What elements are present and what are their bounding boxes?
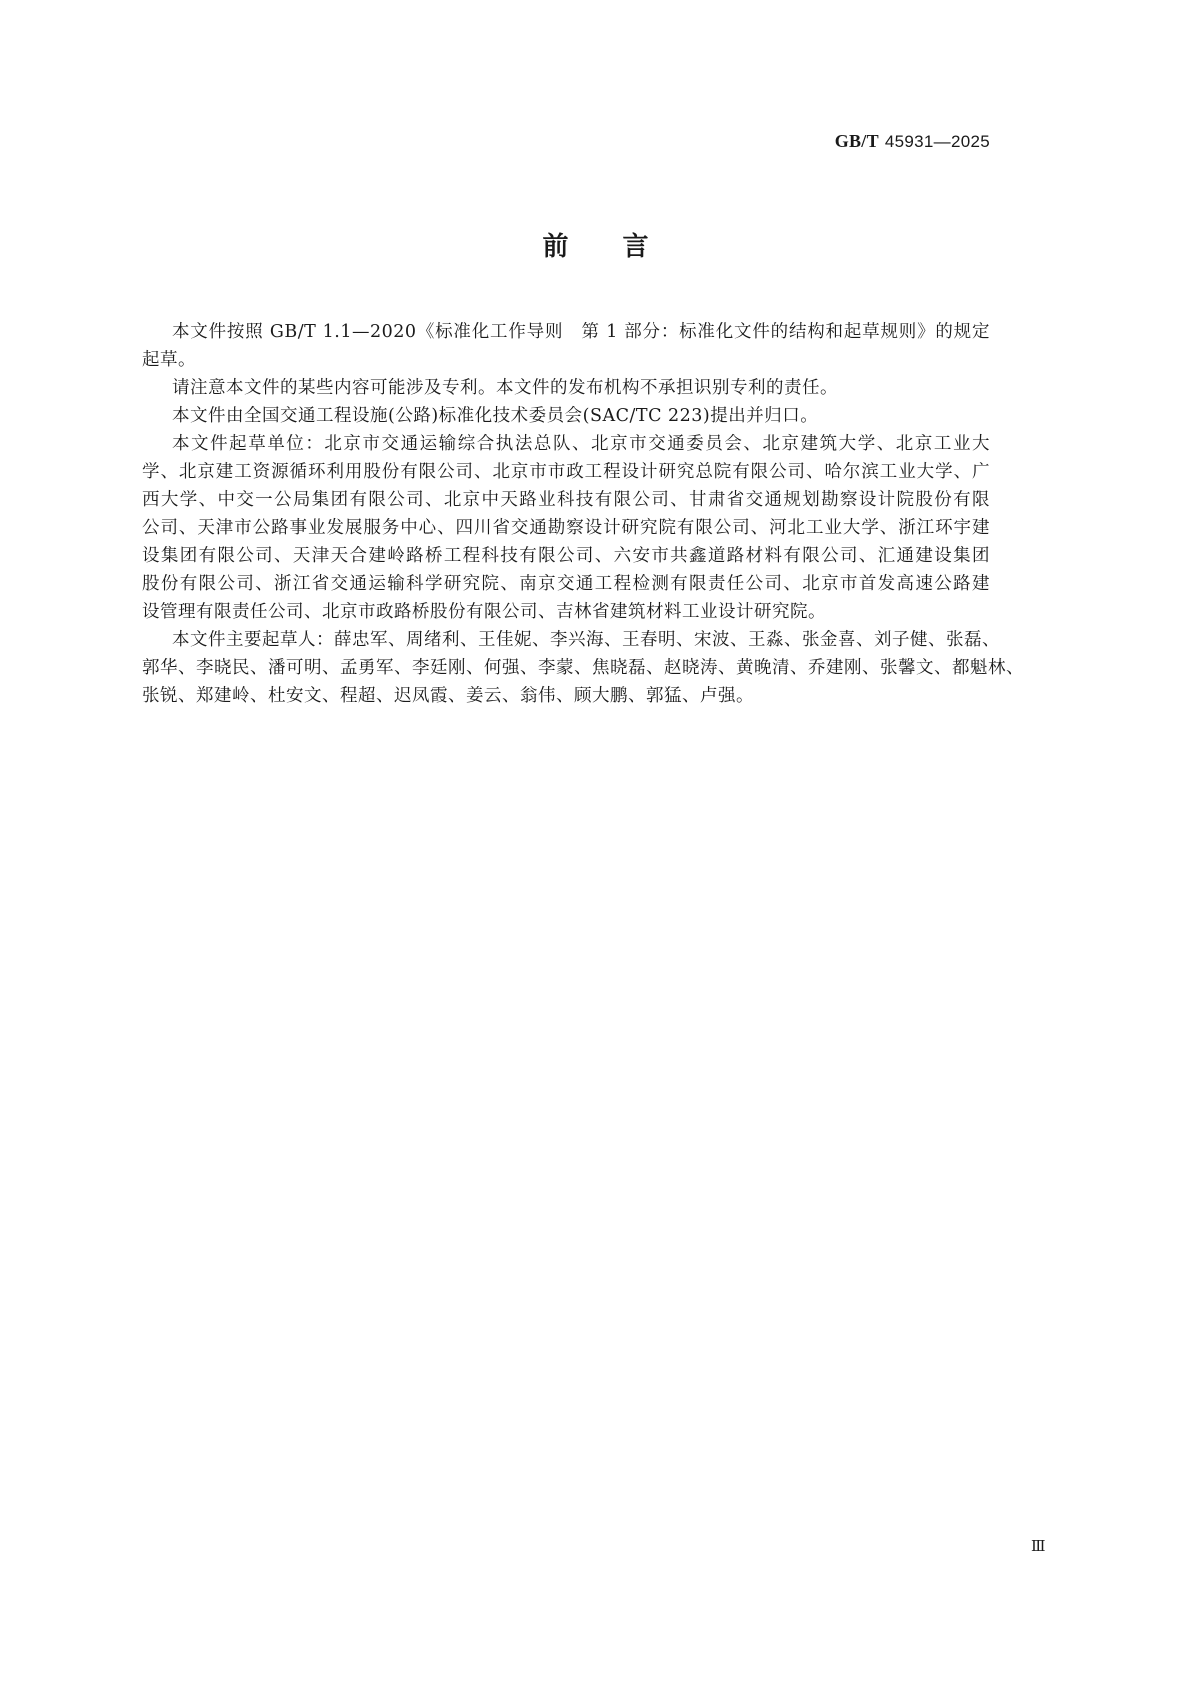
text-line: 设集团有限公司、天津天合建岭路桥工程科技有限公司、六安市共鑫道路材料有限公司、汇通建设集团 — [142, 546, 990, 566]
text-line: 起草。 — [142, 350, 196, 370]
paragraph-patent-notice — [142, 374, 990, 402]
text-line: 张锐、郑建岭、杜安文、程超、迟凤霞、姜云、翁伟、顾大鹏、郭猛、卢强。 — [142, 686, 754, 706]
page-title: 前言 — [542, 232, 703, 262]
text-line: 本文件按照 GB/T 1.1—2020《标准化工作导则 第 1 部分：标准化文件的结构和起草规则》的规定 — [172, 322, 990, 342]
text-line: 股份有限公司、浙江省交通运输科学研究院、南京交通工程检测有限责任公司、北京市首发高速公路建 — [142, 574, 990, 594]
standard-number — [835, 131, 990, 152]
text-line: 郭华、李晓民、潘可明、孟勇军、李廷刚、何强、李蒙、焦晓磊、赵晓涛、黄晚清、乔建刚、张馨文、都魁林、 — [142, 658, 1024, 678]
text-line: 本文件由全国交通工程设施(公路)标准化技术委员会(SAC/TC 223)提出并归口。 — [172, 406, 819, 426]
text-line: 学、北京建工资源循环利用股份有限公司、北京市市政工程设计研究总院有限公司、哈尔滨工业大学、广 — [142, 462, 990, 482]
standard-prefix: GB/T — [834, 131, 879, 151]
paragraph-drafting-organizations — [142, 430, 990, 626]
paragraph-proposer — [142, 402, 990, 430]
text-line: 设管理有限责任公司、北京市政路桥股份有限公司、吉林省建筑材料工业设计研究院。 — [142, 602, 826, 622]
paragraph-drafting-rules — [142, 318, 990, 374]
standard-code: 45931—2025 — [884, 132, 990, 151]
text-line: 西大学、中交一公局集团有限公司、北京中天路业科技有限公司、甘肃省交通规划勘察设计院股份有限 — [142, 490, 990, 510]
text-line: 本文件起草单位：北京市交通运输综合执法总队、北京市交通委员会、北京建筑大学、北京工业大 — [172, 434, 990, 454]
text-line: 请注意本文件的某些内容可能涉及专利。本文件的发布机构不承担识别专利的责任。 — [172, 378, 838, 398]
text-line: 本文件主要起草人：薛忠军、周绪利、王佳妮、李兴海、王春明、宋波、王淼、张金喜、刘子健、张磊、 — [172, 630, 1000, 650]
text-line: 公司、天津市公路事业发展服务中心、四川省交通勘察设计研究院有限公司、河北工业大学、浙江环宇建 — [142, 518, 990, 538]
foreword-body — [142, 318, 1024, 710]
page-number: Ⅲ — [1031, 1539, 1045, 1555]
paragraph-main-drafters — [142, 626, 1024, 710]
